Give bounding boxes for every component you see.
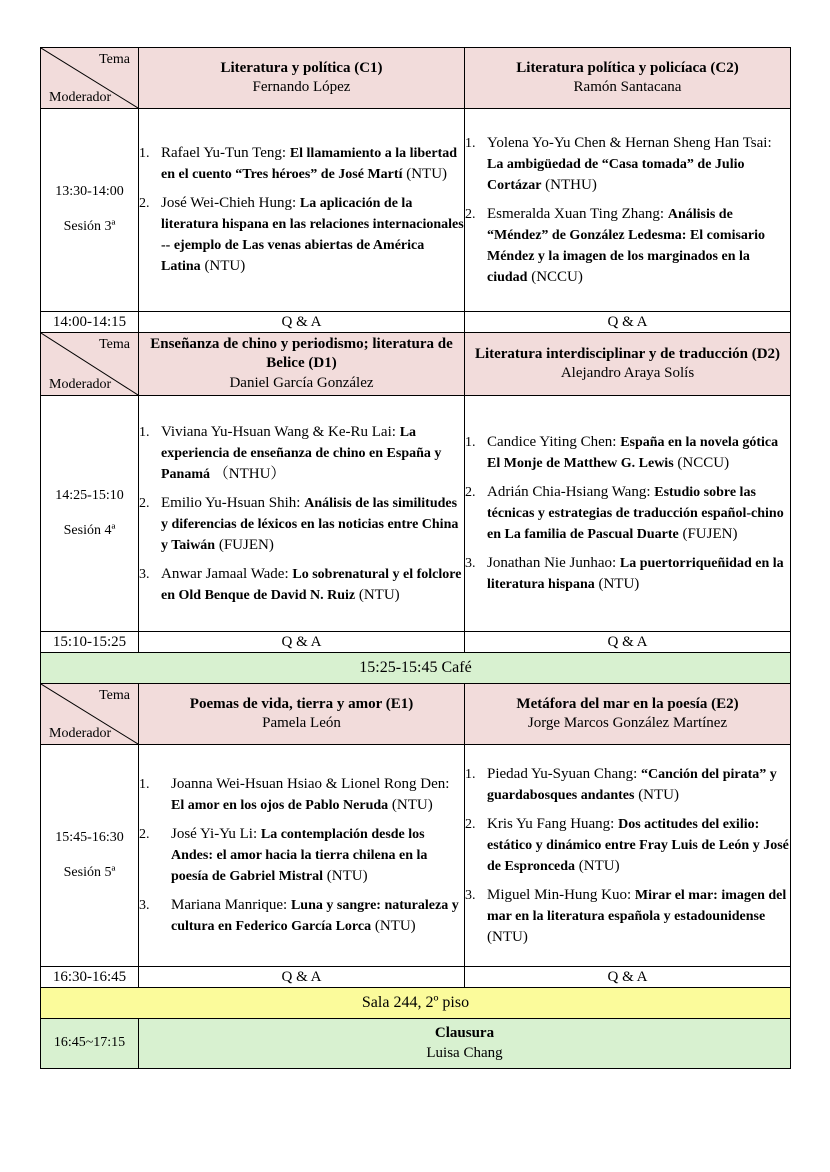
panel-d2-talks bbox=[465, 396, 791, 632]
panel-title: Literatura política y policíaca (C2) bbox=[516, 59, 739, 76]
session5-qa-row bbox=[41, 967, 791, 988]
talk-number: 2. bbox=[139, 495, 150, 511]
talk-title: El amor en los ojos de Pablo Neruda bbox=[171, 798, 389, 813]
talk-list bbox=[465, 432, 790, 595]
talk-number: 2. bbox=[465, 206, 476, 222]
panel-c1-header bbox=[139, 48, 465, 109]
talk-authors: Adrián Chia-Hsiang Wang: bbox=[487, 484, 651, 500]
talk-title: La contemplación desde los Andes: el amor hacia la tierra chilena en la poesía de Gabriel Mistral bbox=[171, 827, 428, 884]
talk-item bbox=[139, 774, 464, 816]
moderador-label: Moderador bbox=[49, 90, 112, 105]
talk-authors: Rafael Yu-Tun Teng: bbox=[161, 145, 287, 161]
talk-authors: Esmeralda Xuan Ting Zhang: bbox=[487, 205, 665, 222]
talk-list bbox=[465, 764, 790, 948]
cafe-row bbox=[41, 653, 791, 684]
talk-list bbox=[139, 422, 464, 606]
session3-header-row bbox=[41, 48, 791, 109]
talk-list bbox=[139, 774, 464, 937]
talk-number: 1. bbox=[139, 424, 150, 440]
panel-title: Metáfora del mar en la poesía (E2) bbox=[516, 695, 739, 712]
talk-item bbox=[139, 493, 464, 556]
talk-authors: Yolena Yo-Yu Chen & Hernan Sheng Han Tsai: bbox=[487, 134, 772, 151]
sala-location: Sala 244, 2º piso bbox=[41, 988, 791, 1019]
talk-authors: Jonathan Nie Junhao: bbox=[487, 555, 617, 571]
panel-moderator: Fernando López bbox=[252, 79, 351, 95]
talk-authors: Candice Yiting Chen: bbox=[487, 434, 617, 450]
talk-authors: Kris Yu Fang Huang: bbox=[487, 815, 615, 832]
talk-institution: (NTU) bbox=[391, 797, 433, 813]
session4-time-cell bbox=[41, 396, 139, 632]
session-label: Sesión 3ª bbox=[63, 219, 116, 234]
panel-moderator: Daniel García González bbox=[229, 374, 374, 391]
talk-institution: (NTU) bbox=[578, 857, 620, 874]
panel-moderator: Alejandro Araya Solís bbox=[560, 365, 695, 381]
talk-number: 2. bbox=[465, 816, 476, 832]
qa-label: Q & A bbox=[139, 967, 465, 988]
panel-e1-talks bbox=[139, 745, 465, 967]
session-time: 13:30-14:00 bbox=[55, 184, 124, 200]
talk-institution: (FUJEN) bbox=[218, 536, 274, 553]
talk-item bbox=[465, 553, 790, 595]
talk-title: España en la novela gótica El Monje de Matthew G. Lewis bbox=[487, 435, 779, 471]
session-label: Sesión 5ª bbox=[63, 864, 116, 880]
talk-number: 3. bbox=[139, 566, 150, 582]
talk-title: La ambigüedad de “Casa tomada” de Julio Cortázar bbox=[487, 156, 745, 193]
session4-qa-row bbox=[41, 632, 791, 653]
panel-c2-header bbox=[465, 48, 791, 109]
qa-label: Q & A bbox=[139, 312, 465, 333]
panel-title: Poemas de vida, tierra y amor (E1) bbox=[189, 695, 414, 712]
qa-time: 14:00-14:15 bbox=[41, 312, 139, 333]
qa-label: Q & A bbox=[465, 967, 791, 988]
talk-title: Luna y sangre: naturaleza y cultura en Federico García Lorca bbox=[171, 898, 459, 934]
talk-item bbox=[139, 143, 464, 185]
panel-moderator: Pamela León bbox=[262, 715, 341, 731]
talk-number: 2. bbox=[465, 485, 476, 500]
schedule-table bbox=[40, 47, 791, 1069]
talk-institution: (NTU) bbox=[374, 918, 416, 934]
talk-item bbox=[465, 204, 790, 288]
talk-title: Análisis de “Méndez” de González Ledesma: El comisario Méndez y la imagen de los marginados en la ciudad bbox=[487, 206, 766, 285]
session4-content-row bbox=[41, 396, 791, 632]
clausura-speaker: Luisa Chang bbox=[426, 1044, 503, 1061]
talk-number: 1. bbox=[139, 777, 150, 792]
panel-moderator: Jorge Marcos González Martínez bbox=[527, 715, 728, 731]
session3-content-row bbox=[41, 109, 791, 312]
panel-d1-talks bbox=[139, 396, 465, 632]
panel-c2-talks bbox=[465, 109, 791, 312]
talk-item bbox=[465, 885, 790, 948]
panel-moderator: Ramón Santacana bbox=[573, 79, 682, 95]
talk-authors: José Yi-Yu Li: bbox=[171, 826, 258, 842]
moderador-label: Moderador bbox=[49, 726, 112, 741]
talk-institution: (NTU) bbox=[406, 166, 448, 182]
talk-item bbox=[465, 432, 790, 474]
session-label: Sesión 4ª bbox=[63, 522, 116, 538]
talk-institution: (NTU) bbox=[204, 258, 246, 274]
talk-item bbox=[139, 193, 464, 277]
panel-e1-header bbox=[139, 684, 465, 745]
moderador-label: Moderador bbox=[49, 377, 112, 392]
talk-title: La puertorriqueñidad en la literatura hispana bbox=[487, 556, 784, 592]
talk-number: 1. bbox=[139, 146, 150, 161]
talk-institution: （NTHU） bbox=[213, 465, 286, 482]
tema-label: Tema bbox=[99, 52, 130, 67]
panel-d1-header bbox=[139, 333, 465, 396]
talk-title: Análisis de las similitudes y diferencias de léxicos en las noticias entre China y Taiwán bbox=[161, 495, 459, 553]
session5-content-row bbox=[41, 745, 791, 967]
talk-title: Dos actitudes del exilio: estático y dinámico entre Fray Luis de León y José de Espronceda bbox=[487, 816, 789, 874]
talk-list bbox=[465, 133, 790, 288]
qa-time: 16:30-16:45 bbox=[41, 967, 139, 988]
talk-institution: (NTU) bbox=[638, 786, 680, 803]
talk-item bbox=[465, 764, 790, 806]
session5-time-cell bbox=[41, 745, 139, 967]
clausura-row bbox=[41, 1019, 791, 1069]
qa-label: Q & A bbox=[465, 632, 791, 653]
talk-institution: (NTU) bbox=[326, 868, 368, 884]
talk-authors: Miguel Min-Hung Kuo: bbox=[487, 886, 632, 903]
talk-number: 1. bbox=[465, 135, 476, 151]
talk-authors: Piedad Yu-Syuan Chang: bbox=[487, 765, 638, 782]
talk-authors: Emilio Yu-Hsuan Shih: bbox=[161, 494, 301, 511]
session5-header-row bbox=[41, 684, 791, 745]
talk-institution: (NTHU) bbox=[545, 176, 597, 193]
session3-time-cell bbox=[41, 109, 139, 312]
session4-header-row bbox=[41, 333, 791, 396]
qa-time: 15:10-15:25 bbox=[41, 632, 139, 653]
talk-title: Mirar el mar: imagen del mar en la literatura española y estadounidense bbox=[487, 887, 787, 924]
tema-moderador-cell bbox=[41, 684, 139, 745]
talk-number: 3. bbox=[465, 887, 476, 903]
talk-item bbox=[139, 895, 464, 937]
talk-institution: (FUJEN) bbox=[682, 526, 738, 542]
talk-institution: (NCCU) bbox=[677, 455, 730, 471]
talk-title: Estudio sobre las técnicas y estrategias de traducción español-chino en La familia de Pascual Duarte bbox=[487, 485, 784, 542]
talk-title: “Canción del pirata” y guardabosques andantes bbox=[487, 766, 777, 803]
tema-label: Tema bbox=[99, 688, 130, 703]
panel-c1-talks bbox=[139, 109, 465, 312]
talk-authors: Viviana Yu-Hsuan Wang & Ke-Ru Lai: bbox=[161, 423, 396, 440]
panel-title: Literatura y política (C1) bbox=[220, 59, 383, 76]
tema-moderador-cell bbox=[41, 48, 139, 109]
talk-item bbox=[139, 564, 464, 606]
talk-list bbox=[139, 143, 464, 277]
talk-item bbox=[465, 482, 790, 545]
talk-authors: Mariana Manrique: bbox=[171, 897, 288, 913]
talk-title: La experiencia de enseñanza de chino en España y Panamá bbox=[161, 424, 442, 482]
panel-title: Literatura interdisciplinar y de traducción (D2) bbox=[474, 345, 781, 362]
clausura-time: 16:45~17:15 bbox=[41, 1019, 139, 1069]
talk-authors: Joanna Wei-Hsuan Hsiao & Lionel Rong Den: bbox=[171, 776, 450, 792]
panel-d2-header bbox=[465, 333, 791, 396]
talk-institution: (NTU) bbox=[598, 576, 640, 592]
talk-number: 1. bbox=[465, 766, 476, 782]
session-time: 15:45-16:30 bbox=[55, 829, 124, 845]
tema-moderador-cell bbox=[41, 333, 139, 396]
talk-institution: (NTU) bbox=[487, 928, 528, 945]
panel-e2-header bbox=[465, 684, 791, 745]
talk-number: 2. bbox=[139, 827, 150, 842]
talk-number: 3. bbox=[465, 556, 476, 571]
talk-item bbox=[465, 133, 790, 196]
talk-item bbox=[139, 824, 464, 887]
panel-title: Enseñanza de chino y periodismo; literatura de Belice (D1) bbox=[150, 335, 453, 372]
tema-label: Tema bbox=[99, 337, 130, 352]
talk-authors: Anwar Jamaal Wade: bbox=[161, 565, 289, 582]
talk-number: 2. bbox=[139, 196, 150, 211]
clausura-cell bbox=[139, 1019, 791, 1069]
session3-qa-row bbox=[41, 312, 791, 333]
talk-number: 1. bbox=[465, 435, 476, 450]
talk-title: La aplicación de la literatura hispana en las relaciones internacionales -- ejemplo de Las venas abiertas de América Latina bbox=[161, 196, 464, 274]
talk-number: 3. bbox=[139, 898, 150, 913]
sala-row bbox=[41, 988, 791, 1019]
talk-item bbox=[139, 422, 464, 485]
clausura-title: Clausura bbox=[434, 1025, 495, 1041]
qa-label: Q & A bbox=[465, 312, 791, 333]
talk-item bbox=[465, 814, 790, 877]
talk-authors: José Wei-Chieh Hung: bbox=[161, 195, 297, 211]
session-time: 14:25-15:10 bbox=[55, 487, 124, 503]
talk-title: El llamamiento a la libertad en el cuento “Tres héroes” de José Martí bbox=[161, 146, 458, 182]
talk-institution: (NCCU) bbox=[531, 268, 583, 285]
qa-label: Q & A bbox=[139, 632, 465, 653]
panel-e2-talks bbox=[465, 745, 791, 967]
talk-institution: (NTU) bbox=[358, 586, 400, 603]
talk-title: Lo sobrenatural y el folclore en Old Benque de David N. Ruiz bbox=[161, 566, 462, 603]
cafe-break: 15:25-15:45 Café bbox=[41, 653, 791, 684]
